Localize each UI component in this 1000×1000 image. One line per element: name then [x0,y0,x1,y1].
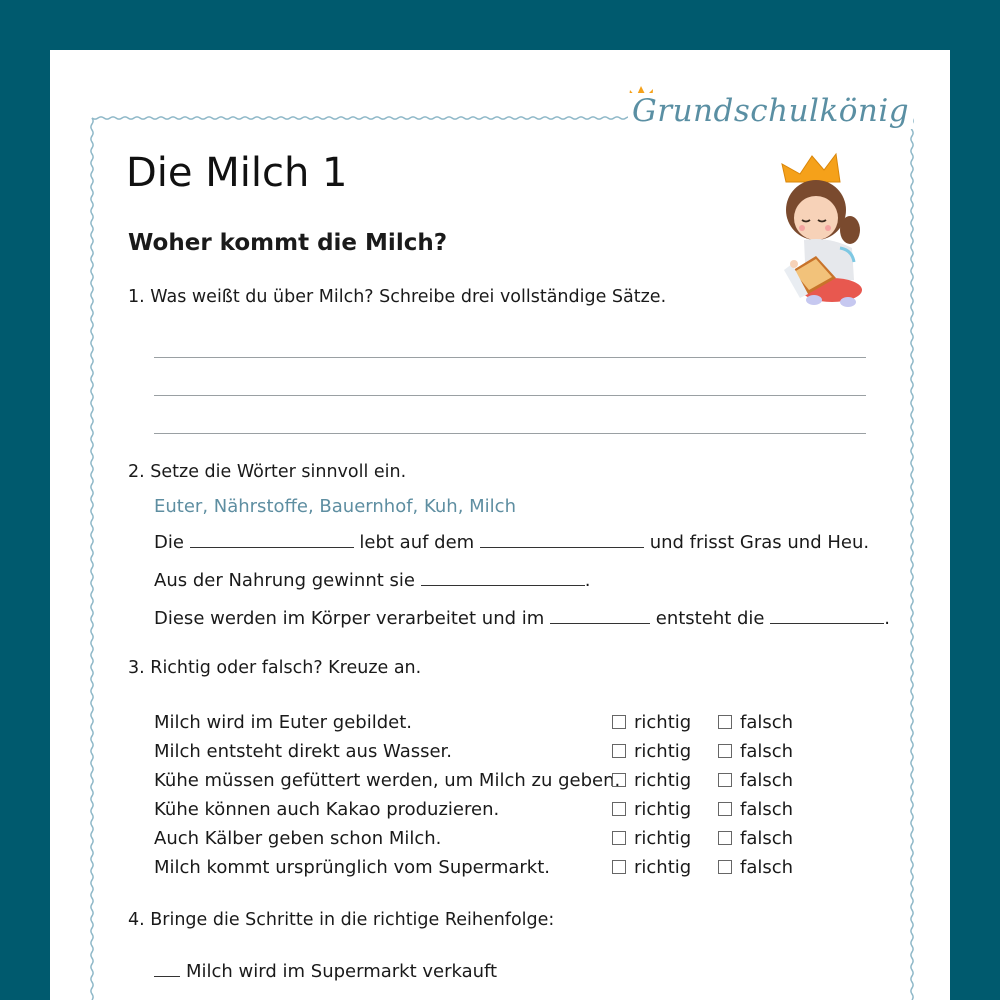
reading-girl-illustration [778,152,888,312]
task-1-text: Was weißt du über Milch? Schreibe drei vollständige Sätze. [150,287,667,307]
option-richtig[interactable] [612,770,691,791]
statement-text: Milch entsteht direkt aus Wasser. [154,741,453,762]
task-3-text: Richtig oder falsch? Kreuze an. [150,658,422,678]
option-label: falsch [740,857,794,878]
statement-text: Milch wird im Euter gebildet. [154,712,413,733]
checkbox-icon[interactable] [612,802,626,816]
task-4-number: 4. [128,910,145,930]
checkbox-icon[interactable] [612,860,626,874]
blank-5[interactable] [770,607,884,624]
brand-logo-text: Grundschulkönig [628,93,913,129]
checkbox-icon[interactable] [718,831,732,845]
checkbox-icon[interactable] [718,860,732,874]
option-falsch[interactable] [718,828,793,849]
option-falsch[interactable] [718,712,793,733]
sentence-3-part-3: . [884,608,890,629]
option-richtig[interactable] [612,828,691,849]
checkbox-icon[interactable] [612,773,626,787]
option-label: richtig [634,770,692,791]
task-3-number: 3. [128,658,145,678]
statement-text: Milch kommt ursprünglich vom Supermarkt. [154,857,550,878]
page-subtitle: Woher kommt die Milch? [128,230,448,256]
blank-2[interactable] [480,531,644,548]
blank-3[interactable] [421,569,585,586]
sentence-3-part-1: Diese werden im Körper verarbeitet und im [154,608,545,629]
statement-text: Kühe können auch Kakao produzieren. [154,799,500,820]
option-label: richtig [634,712,692,733]
word-bank: Euter, Nährstoffe, Bauernhof, Kuh, Milch [154,496,516,517]
checkbox-icon[interactable] [612,831,626,845]
worksheet-page [50,50,950,1000]
true-false-row [154,741,854,769]
checkbox-icon[interactable] [612,715,626,729]
option-richtig[interactable] [612,741,691,762]
task-1-question [128,287,666,307]
task-4-text: Bringe die Schritte in die richtige Reihenfolge: [150,910,555,930]
true-false-row [154,828,854,856]
answer-line-2[interactable] [154,395,866,396]
fill-sentence-3 [154,607,890,629]
option-label: richtig [634,799,692,820]
task-2-number: 2. [128,462,145,482]
statement-text: Auch Kälber geben schon Milch. [154,828,442,849]
option-label: falsch [740,828,794,849]
task-4-question [128,910,554,930]
true-false-row [154,770,854,798]
sentence-1-part-1: Die [154,532,184,553]
fill-sentence-2 [154,569,590,591]
option-label: falsch [740,712,794,733]
checkbox-icon[interactable] [718,773,732,787]
option-label: falsch [740,741,794,762]
statement-text: Kühe müssen gefüttert werden, um Milch zu geben. [154,770,621,791]
sentence-3-part-2: entsteht die [655,608,765,629]
option-falsch[interactable] [718,770,793,791]
option-richtig[interactable] [612,712,691,733]
checkbox-icon[interactable] [718,715,732,729]
order-blank[interactable] [154,960,180,977]
fill-sentence-1 [154,531,869,553]
option-falsch[interactable] [718,857,793,878]
sentence-2-part-1: Aus der Nahrung gewinnt sie [154,570,415,591]
task-2-text: Setze die Wörter sinnvoll ein. [150,462,407,482]
checkbox-icon[interactable] [612,744,626,758]
task-3-question [128,658,421,678]
task-2-question [128,462,406,482]
option-falsch[interactable] [718,741,793,762]
answer-line-3[interactable] [154,433,866,434]
option-richtig[interactable] [612,799,691,820]
checkbox-icon[interactable] [718,802,732,816]
blank-1[interactable] [190,531,354,548]
option-label: richtig [634,741,692,762]
checkbox-icon[interactable] [718,744,732,758]
answer-line-1[interactable] [154,357,866,358]
option-label: richtig [634,828,692,849]
sentence-2-part-2: . [584,570,591,591]
option-falsch[interactable] [718,799,793,820]
sentence-1-part-3: und frisst Gras und Heu. [649,532,870,553]
order-step-text: Milch wird im Supermarkt verkauft [186,961,498,982]
task-1-number: 1. [128,287,145,307]
true-false-row [154,712,854,740]
page-title: Die Milch 1 [126,150,348,196]
blank-4[interactable] [550,607,650,624]
option-label: richtig [634,857,692,878]
sentence-1-part-2: lebt auf dem [359,532,475,553]
option-label: falsch [740,799,794,820]
option-label: falsch [740,770,794,791]
true-false-row [154,857,854,885]
true-false-row [154,799,854,827]
option-richtig[interactable] [612,857,691,878]
order-step [154,960,497,982]
